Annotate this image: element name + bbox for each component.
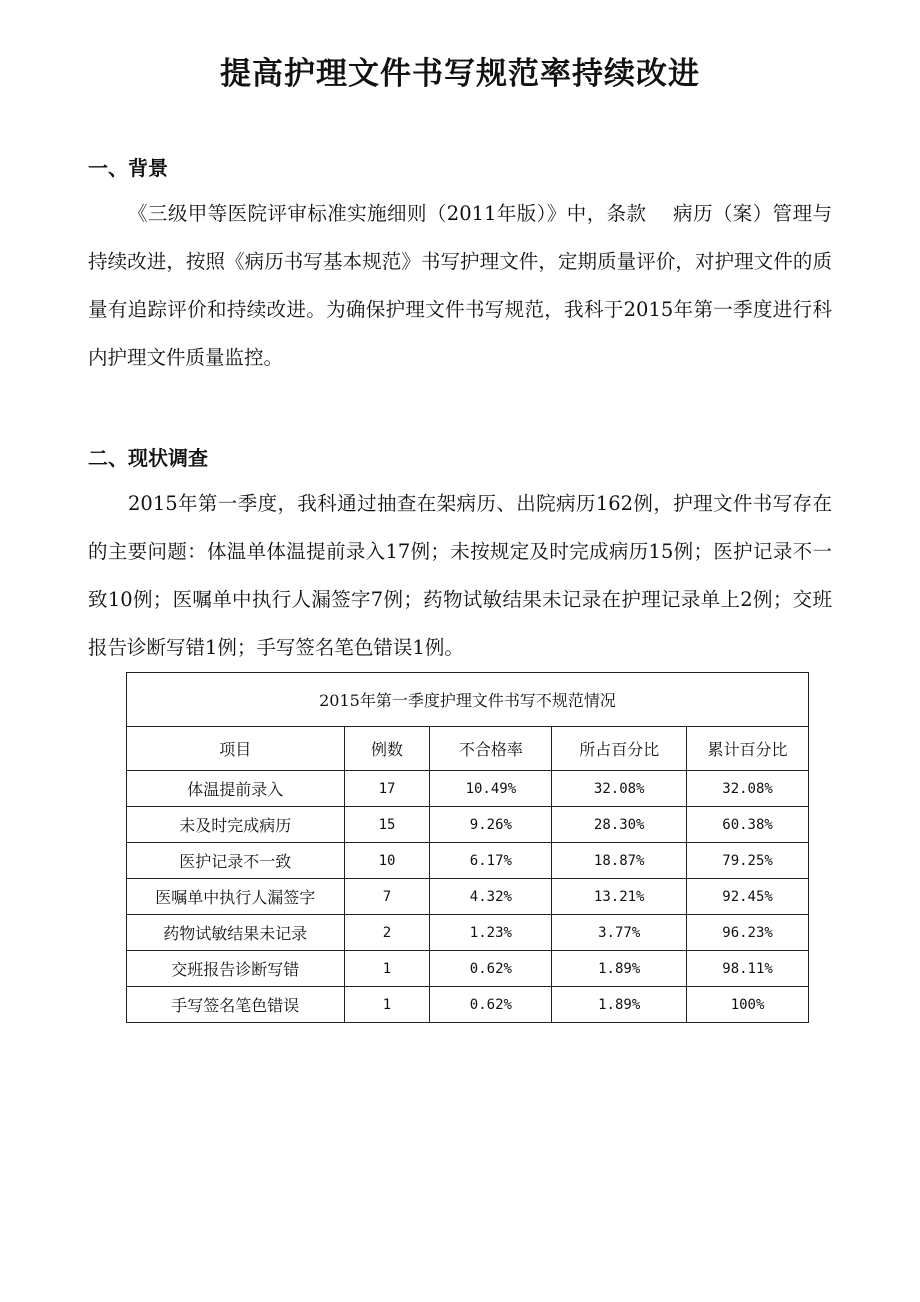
cell-cumulative: 96.23% bbox=[687, 915, 809, 951]
cell-count: 17 bbox=[344, 771, 430, 807]
cell-item: 医护记录不一致 bbox=[127, 843, 345, 879]
column-header-percentage: 所占百分比 bbox=[552, 727, 687, 771]
section-heading-background: 一、背景 bbox=[88, 156, 168, 180]
table-row bbox=[127, 951, 809, 987]
cell-cumulative: 92.45% bbox=[687, 879, 809, 915]
cell-cumulative: 32.08% bbox=[687, 771, 809, 807]
cell-count: 1 bbox=[344, 987, 430, 1023]
cell-failure-rate: 0.62% bbox=[430, 951, 552, 987]
cell-item: 交班报告诊断写错 bbox=[127, 951, 345, 987]
table-caption-row bbox=[127, 673, 809, 727]
cell-cumulative: 100% bbox=[687, 987, 809, 1023]
table-row bbox=[127, 915, 809, 951]
table-row bbox=[127, 879, 809, 915]
table-caption: 2015年第一季度护理文件书写不规范情况 bbox=[127, 673, 809, 727]
survey-paragraph: 2015年第一季度，我科通过抽查在架病历、出院病历162例，护理文件书写存在的主要问题：体温单体温提前录入17例；未按规定及时完成病历15例；医护记录不一致10例；医嘱单中执行人漏签字7例；药物试敏结果未记录在护理记录单上2例；交班报告诊断写错1例；手写签名笔色错误1例。 bbox=[88, 492, 832, 659]
table-row bbox=[127, 807, 809, 843]
cell-count: 7 bbox=[344, 879, 430, 915]
cell-failure-rate: 10.49% bbox=[430, 771, 552, 807]
background-paragraph: 《三级甲等医院评审标准实施细则（2011年版）》中，条款 病历（案）管理与持续改进，按照《病历书写基本规范》书写护理文件，定期质量评价，对护理文件的质量有追踪评价和持续改进。为确保护理文件书写规范，我科于2015年第一季度进行科内护理文件质量监控。 bbox=[88, 202, 832, 369]
cell-cumulative: 79.25% bbox=[687, 843, 809, 879]
cell-percentage: 13.21% bbox=[552, 879, 687, 915]
page-title: 提高护理文件书写规范率持续改进 bbox=[220, 56, 700, 92]
cell-failure-rate: 4.32% bbox=[430, 879, 552, 915]
cell-failure-rate: 6.17% bbox=[430, 843, 552, 879]
nonconformity-table bbox=[126, 672, 809, 1023]
cell-failure-rate: 1.23% bbox=[430, 915, 552, 951]
cell-count: 1 bbox=[344, 951, 430, 987]
cell-percentage: 1.89% bbox=[552, 951, 687, 987]
section-heading-survey: 二、现状调查 bbox=[88, 446, 208, 470]
cell-item: 体温提前录入 bbox=[127, 771, 345, 807]
cell-percentage: 3.77% bbox=[552, 915, 687, 951]
cell-failure-rate: 9.26% bbox=[430, 807, 552, 843]
table-header-row bbox=[127, 727, 809, 771]
table-row bbox=[127, 843, 809, 879]
cell-count: 10 bbox=[344, 843, 430, 879]
column-header-count: 例数 bbox=[344, 727, 430, 771]
cell-failure-rate: 0.62% bbox=[430, 987, 552, 1023]
cell-cumulative: 60.38% bbox=[687, 807, 809, 843]
cell-percentage: 28.30% bbox=[552, 807, 687, 843]
cell-item: 医嘱单中执行人漏签字 bbox=[127, 879, 345, 915]
cell-cumulative: 98.11% bbox=[687, 951, 809, 987]
cell-item: 药物试敏结果未记录 bbox=[127, 915, 345, 951]
table-row bbox=[127, 987, 809, 1023]
cell-item: 未及时完成病历 bbox=[127, 807, 345, 843]
table-row bbox=[127, 771, 809, 807]
cell-count: 15 bbox=[344, 807, 430, 843]
column-header-item: 项目 bbox=[127, 727, 345, 771]
cell-percentage: 18.87% bbox=[552, 843, 687, 879]
cell-percentage: 32.08% bbox=[552, 771, 687, 807]
cell-percentage: 1.89% bbox=[552, 987, 687, 1023]
column-header-failure-rate: 不合格率 bbox=[430, 727, 552, 771]
cell-count: 2 bbox=[344, 915, 430, 951]
cell-item: 手写签名笔色错误 bbox=[127, 987, 345, 1023]
column-header-cumulative: 累计百分比 bbox=[687, 727, 809, 771]
